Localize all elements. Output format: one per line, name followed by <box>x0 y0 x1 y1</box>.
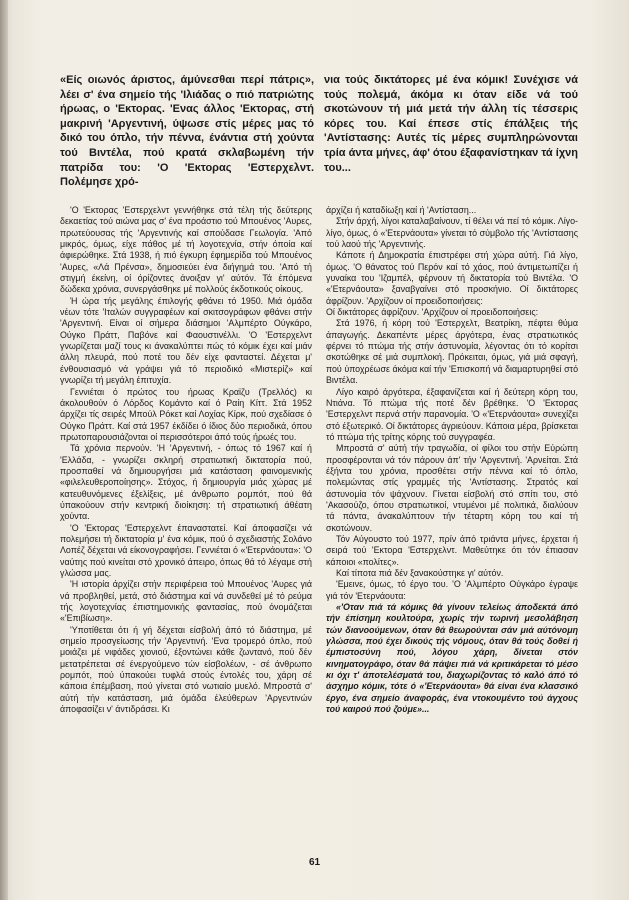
body-paragraph: Οί δικτάτορες άφρίζουν. 'Αρχίζουν οί προειδοποιήσεις: <box>326 307 539 318</box>
body-paragraph: 'Ο 'Εκτορας 'Εστερχελντ έπαναστατεί. Καί άποφασίζει νά πολεμήσει τή δικτατορία μ' ένα κόμικ, πού ό σχεδιαστής Σολάνο Λοπέζ δέχεται νά είκονογραφήσει. Γεννιέται ό «'Ετερνάουτα»: 'Ο ναύτης πού κινείται στό χρονικό άπειρο, όπως θά τό λέγαμε στή γλώσσα μας. <box>60 522 312 578</box>
page-binding-shadow <box>0 0 8 900</box>
body-paragraph: Λίγο καιρό άργότερα, έξαφανίζεται καί ή δεύτερη κόρη του, Ντιάνα. Τό πτώμα τής ποτέ δέν βρέθηκε. 'Ο 'Εκτορας 'Εστερχελντ περνά στήν παρανομία. 'Ο «'Ετερνάουτα» συνεχίζει στό έξωτερικό. Οί δικτάτορες άγριεύουν. Κάποια μέρα, βρίσκεται τό πτώμα τής τρίτης κόρης τού συγγραφέα. <box>326 386 578 442</box>
body-paragraph: Τά χρόνια περνούν. 'Η 'Αργεντινή, - όπως τό 1967 καί ή 'Ελλάδα, - γνωρίζει σκληρή στρατιωτική δικτατορία πού, προσπαθεί νά δημιουργήσει μιά κατάσταση φαινομενικής «φιλελευθεροποίησης». Στόχος, ή δημιουργία μιάς χώρας μέ κατευθυνόμενες έξελίξεις, μέ άνθρωπο ρομπότ, πού θά ύπακούουν στήν κεντρική διοίκηση: τή στρατιωτική άθέατη χούντα. <box>60 443 312 522</box>
intro-column-left <box>60 73 314 190</box>
closing-quote: «'Οταν πιά τά κόμικς θά γίνουν τελείως άποδεκτά άπό τήν έπίσημη κουλτούρα, χωρίς τήν τωρινή μεσολάβηση τών διανοούμενων, όταν θά θεωρούνται σάν μιά αύτόνομη γλώσσα, πού έχει δικούς τής νόμους, όταν θά τούς δοθεί ή έμπιστοσύνη πού, λόγου χάρη, δίνεται στόν κινηματογράφο, όταν θά πάψει πιά νά κριτικάρεται τό μέσο κι όχι τ' άποτελέσματά του, διαχωρίζοντας τό καλό άπό τό άσχημο κόμικ, τότε ό «'Ετερνάουτα» θά είναι ένα κλασσικό έργο, ένα σημείο άναφοράς, ένα ντοκουμέντο τού άγχους τού καιρού πού ζούμε»... <box>326 602 578 715</box>
body-paragraph: Τόν Αύγουστο τού 1977, πρίν άπό τριάντα μήνες, έρχεται ή σειρά τού 'Εκτορα 'Εστερχελντ. Μαθεύτηκε ότι τόν έπιασαν κάποιοι «πολίτες». <box>326 533 578 567</box>
intro-column-right <box>324 73 578 190</box>
body-paragraph: Μπροστά σ' αύτή τήν τραγωδία, οί φίλοι του στήν Εύρώπη προσφέρονται νά τόν πάρουν άπ' τήν 'Αργεντινή. 'Αρνείται. Στά έξήντα του χρόνια, προσθέτει στήν πέννα καί τό όπλο, πολεμώντας στίς γραμμές τής 'Αντίστασης. Στρατός καί άστυνομία τόν ψάχνουν. Γίνεται είσβολή στό σπίτι του, στό 'Ακασούζο, όπου στρατιωτικοί, ντυμένοι μέ πολιτικά, διαλύουν τά πάντα, άνακαλύπτουν τήν τέταρτη κόρη του καί τή σκοτώνουν. <box>326 443 578 533</box>
body-paragraph: άρχίζει ή καταδίωξη καί ή 'Αντίσταση... <box>326 205 477 215</box>
body-paragraph: 'Εμεινε, όμως, τό έργο του. 'Ο 'Αλμπέρτο Ούγκάρο έγραψε γιά τόν 'Ετερνάουτα: <box>326 579 578 601</box>
article-body <box>60 205 578 715</box>
body-paragraph: 'Ο 'Εκτορας 'Εστερχελντ γεννήθηκε στά τέλη τής δεύτερης δεκαετίας τού αιώνα μας σ' ένα προάστιο τού Μπουένος 'Αυρες, πρωτεύουσας τής 'Αργεντινής καί σπούδασε Γεωλογία. 'Από μικρός, όμως, είχε πάθος μέ τή λογοτεχνία, στήν όποία καί άφιερώθηκε. Στά 1938, ή πιό έγκυρη έφημερίδα τού Μπουένος 'Αυρες, «Λά Πρένσα», δημοσιεύει ένα διήγημά του. 'Από τή στιγμή έκείνη, οί όρίζοντες άνοιξαν γι' αύτόν. Τά έπόμενα δώδεκα χρόνια, συνεργάσθηκε μέ πολλούς έκδοτικούς οίκους. <box>60 205 312 295</box>
body-column-left <box>60 205 312 715</box>
body-paragraph: Ή ώρα τής μεγάλης έπιλογής φθάνει τό 1950. Μιά όμάδα νέων τότε 'Ιταλών συγγραφέων καί σκιτσογράφων φθάνει στήν 'Αργεντινή. Είναι οί σήμερα διάσημοι 'Αλμπέρτο Ούγκάρο, Ούγκο Πράττ, Παβόνε καί Φαουστινέλλι. 'Ο 'Εστερχελντ γνωρίζεται μαζί τους κι άνακαλύπτει πώς τό κόμικ έχει καί μιάν άλλη πλευρά, πού ποτέ του δέν είχε φανταστεί. Δέχεται μ' ένθουσιασμό νά γράψει γιά τό περιοδικό «Μιστερίζ» καί γνωρίζει τή μεγάλη έπιτυχία. <box>60 295 312 386</box>
body-paragraph: 'Η ιστορία άρχίζει στήν περιφέρεια τού Μπουένος 'Αυρες γιά νά προβληθεί, μετά, στό διάστημα καί νά συνδεθεί μέ τό ρεύμα τής λογοτεχνίας έπιστημονικής φαντασίας, πού όνομάζεται «'Επιβίωση». <box>60 579 312 624</box>
intro-paragraph-left: «Είς οιωνός άριστος, άμύνεσθαι περί πάτρις», λέει σ' ένα σημείο τής 'Ιλιάδας ο πιό πατριώτης ήρωας, ο 'Εκτορας. 'Ενας άλλος 'Εκτορας, στή μακρινή 'Αργεντινή, ύψωσε στίς μέρες μας τό δικό του όπλο, τήν πέννα, ένάντια στή χούντα τού Βιντέλα, πού κρατά σκλαβωμένη τήν πατρίδα του: 'Ο 'Εκτορας 'Εστερχελντ. Πολέμησε χρό- <box>60 74 314 189</box>
article-intro <box>60 73 578 190</box>
intro-paragraph-right: νια τούς δικτάτορες μέ ένα κόμικ! Συνέχισε νά τούς πολεμά, άκόμα κι όταν είδε νά τού σκοτώνουν τή μιά μετά τήν άλλη τίς τέσσερις κόρες του. Καί έπεσε στίς έπάλξεις τής 'Αντίστασης: Αυτές τίς μέρες συμπληρώνονται τρία άντα μήνες, άφ' ότου έξαφανίστηκαν τά ίχνη του... <box>324 74 578 174</box>
body-column-right <box>326 205 578 715</box>
body-paragraph: Στήν άρχή, λίγοι καταλαβαίνουν, τί θέλει νά πεί τό κόμικ. Λίγο-λίγο, όμως, ό «'Ετερνάουτα» γίνεται τό σύμβολο τής 'Αντίστασης τού λαού τής 'Αργεντινής. <box>326 216 578 250</box>
page-number: 61 <box>308 857 321 868</box>
body-paragraph: Στά 1976, ή κόρη τού 'Εστερχελτ, Βεατρίκη, πέφτει θύμα άπαγωγής. Δεκαπέντε μέρες άργότερα, ένας στρατιωτικός φέρνει τό πτώμα τής στήν άστυνομία, λέγοντας ότι τό κορίτσι σκοτώθηκε σέ μιά συμπλοκή. Πρόκειται, όμως, γιά μιά σφαγή, πού ύποχρέωσε άκόμα καί τήν 'Επισκοπή νά διαμαρτυρηθεί στό Βιντέλα. <box>326 318 578 386</box>
body-paragraph: 'Υποτίθεται ότι ή γή δέχεται είσβολή άπό τό διάστημα, μέ σημείο προσγείωσης τήν 'Αργεντινή. 'Ενα τρομερό όπλο, πού μοιάζει μέ νιφάδες χιονιού, έξοντώνει κάθε ζωντανό, πού δέν μετατρέπεται σέ ένεργούμενο τών είσβολέων, - σέ άνθρωπο ρομπότ, πού ύπακούει τυφλά στούς έντολές του, χάρη σέ κάποια έπέμβαση, πού γίνεται στό νωτιαίο μυελό. Μπροστά σ' αύτή τήν κατάσταση, μιά όμάδα έλεύθερων 'Αργεντινών άποφασίζει ν' άντιδράσει. Κι <box>60 624 312 715</box>
body-paragraph: Κάποτε ή Δημοκρατία έπιστρέφει στή χώρα αύτή. Γιά λίγο, όμως. 'Ο θάνατος τού Περόν καί τό χάος, πού άντιμετωπίζει ή γυναίκα του 'Ιζαμπέλ, φέρνουν τή δικτατορία τού Βιντέλα. 'Ο «'Ετερνάουτα» ξαναβγαίνει στό προσκήνιο. Οί δικτάτορες άφρίζουν. 'Αρχίζουν οί προειδοποιήσεις: <box>326 250 578 306</box>
body-paragraph: Γεννιέται ό πρώτος του ήρωας Κραϊζυ (Τρελλός) κι άκολουθούν ό Λόρδος Κομάντο καί ό Ραίη Κίττ. Στά 1952 άρχίζει τίς σειρές Μπούλ Ρόκετ καί Λοχίας Κίρκ, πού σχεδίασε ό Ούγκο Πράττ. Καί στά 1957 έκδίδει ό ίδιος δύο περιοδικά, όπου πρωτοπαρουσιάζονται οί περισσότεροι άπό τούς ήρωές του. <box>60 386 312 442</box>
body-paragraph: Καί τίποτα πιά δέν ξανακούστηκε γι' αύτόν. <box>336 568 504 578</box>
